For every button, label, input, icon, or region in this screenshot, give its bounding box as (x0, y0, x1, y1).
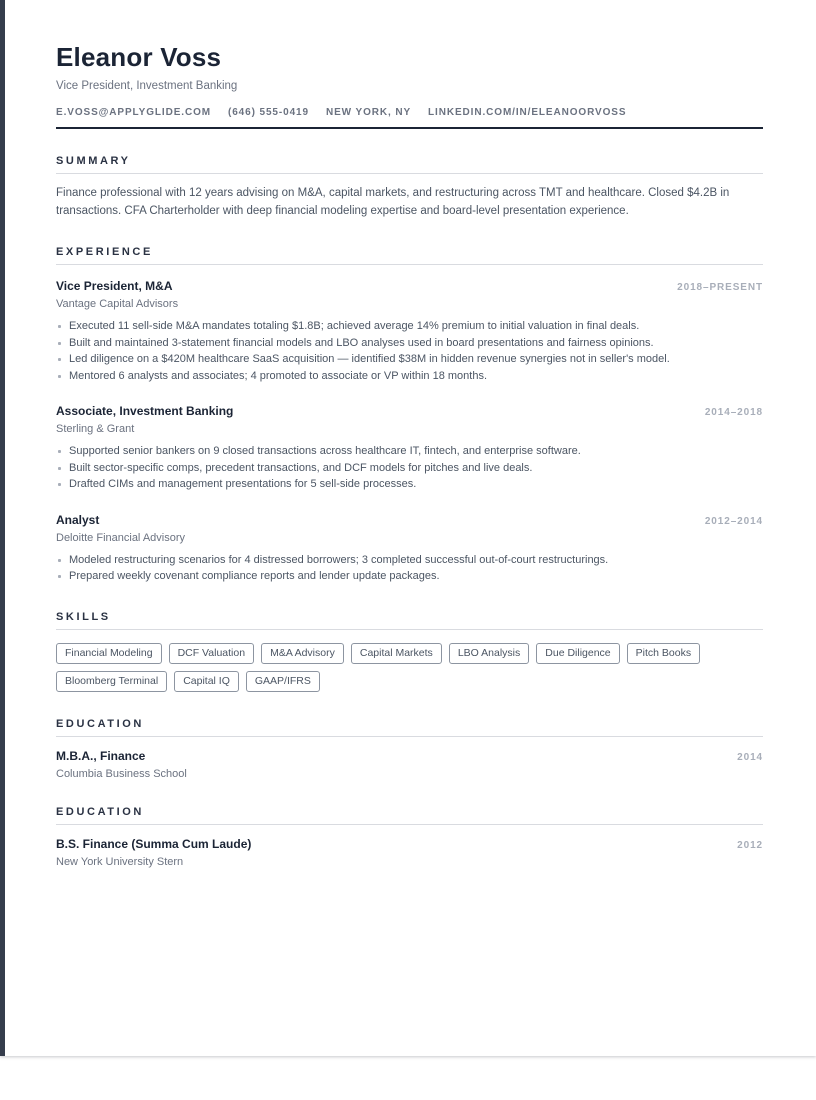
bullet-text: Supported senior bankers on 9 closed transactions across healthcare IT, fintech, and enterprise software. (69, 445, 581, 457)
section-divider (56, 824, 763, 825)
bullet-item (56, 476, 763, 493)
bullet-item (56, 368, 763, 385)
education-head (56, 749, 763, 763)
person-title: Vice President, Investment Banking (56, 80, 238, 92)
section-divider (56, 264, 763, 265)
skill-chip: Capital IQ (174, 671, 239, 692)
bullet-item (56, 335, 763, 352)
contact-item: LINKEDIN.COM/IN/ELEANOORVOSS (428, 107, 627, 118)
header-divider (56, 127, 763, 129)
contact-row (56, 107, 763, 118)
education-head (56, 837, 763, 851)
bullet-item (56, 552, 763, 569)
education-degree: B.S. Finance (Summa Cum Laude) (56, 836, 252, 851)
contact-item: (646) 555-0419 (227, 107, 309, 118)
skill-chip: Pitch Books (627, 643, 700, 664)
education-sections (56, 718, 763, 868)
section-divider (56, 736, 763, 737)
job-bullets (56, 318, 763, 384)
bullet-item (56, 443, 763, 460)
bullet-dot-icon (58, 467, 61, 470)
skill-chip: DCF Valuation (169, 643, 255, 664)
section-experience (56, 246, 763, 585)
bullet-text: Prepared weekly covenant compliance reports and lender update packages. (69, 570, 440, 582)
job-bullets (56, 443, 763, 493)
experience-heading: EXPERIENCE (56, 246, 153, 258)
job-head (56, 279, 763, 293)
education-degree: M.B.A., Finance (56, 748, 146, 763)
education-heading: EDUCATION (56, 717, 144, 730)
job-company: Vantage Capital Advisors (56, 298, 179, 310)
bullet-text: Led diligence on a $420M healthcare SaaS acquisition — identified $38M in hidden revenue synergies not in seller's model. (69, 353, 670, 365)
jobs (56, 279, 763, 585)
summary-text: Finance professional with 12 years advising on M&A, capital markets, and restructuring across TMT and healthcare. Closed $4.2B in transactions. CFA Charterholder with deep financial modeling expertise and board-level presentation experience. (56, 187, 730, 217)
skill-chip: GAAP/IFRS (246, 671, 320, 692)
bullet-dot-icon (58, 483, 61, 486)
bullet-text: Built sector-specific comps, precedent transactions, and DCF models for pitches and live deals. (69, 461, 533, 474)
education-heading: EDUCATION (56, 805, 144, 818)
bullet-item (56, 460, 763, 477)
bullet-text: Mentored 6 analysts and associates; 4 promoted to associate or VP within 18 months. (69, 369, 488, 382)
skill-chips (56, 643, 763, 692)
skill-chip: Capital Markets (351, 643, 442, 664)
job-entry (56, 513, 763, 585)
bullet-dot-icon (58, 559, 61, 562)
job-entry (56, 404, 763, 493)
skill-chip: Bloomberg Terminal (56, 671, 167, 692)
job-entry (56, 279, 763, 384)
job-dates: 2014–2018 (704, 407, 763, 418)
bullet-text: Built and maintained 3-statement financial models and LBO analyses used in board presentations and fairness opinions. (69, 336, 654, 349)
job-title: Associate, Investment Banking (56, 404, 234, 418)
job-company: Deloitte Financial Advisory (56, 531, 186, 544)
education-school: Columbia Business School (56, 767, 187, 780)
section-divider (56, 173, 763, 174)
education-year: 2014 (737, 751, 763, 763)
person-name: Eleanor Voss (56, 42, 222, 72)
skill-chip: Due Diligence (536, 643, 619, 664)
job-head (56, 404, 763, 418)
job-title: Analyst (56, 512, 100, 527)
section-summary (56, 155, 763, 220)
skill-chip: Financial Modeling (56, 643, 162, 664)
contact-item: E.VOSS@APPLYGLIDE.COM (56, 107, 211, 118)
job-title: Vice President, M&A (56, 279, 173, 293)
bullet-item (56, 318, 763, 335)
job-head (56, 513, 763, 527)
section-education (56, 806, 763, 868)
bullet-dot-icon (58, 450, 61, 453)
resume-header (56, 0, 763, 129)
education-year: 2012 (737, 839, 763, 851)
job-dates: 2012–2014 (704, 515, 763, 527)
job-bullets (56, 552, 763, 585)
bullet-item (56, 568, 763, 585)
job-dates: 2018–PRESENT (677, 282, 763, 293)
bullet-dot-icon (58, 375, 61, 378)
bullet-text: Executed 11 sell-side M&A mandates totaling $1.8B; achieved average 14% premium to initial valuation in final deals. (69, 320, 640, 332)
summary-heading: SUMMARY (56, 155, 131, 167)
section-skills (56, 611, 763, 692)
education-school: New York University Stern (56, 855, 184, 868)
section-education (56, 718, 763, 780)
job-company: Sterling & Grant (56, 423, 135, 435)
bullet-dot-icon (58, 342, 61, 345)
skills-heading: SKILLS (56, 610, 111, 623)
bullet-item (56, 351, 763, 368)
skill-chip: M&A Advisory (261, 643, 344, 664)
bullet-text: Modeled restructuring scenarios for 4 distressed borrowers; 3 completed successful out-of-court restructurings. (69, 553, 609, 566)
bullet-text: Drafted CIMs and management presentations for 5 sell-side processes. (69, 478, 417, 490)
bullet-dot-icon (58, 325, 61, 328)
bullet-dot-icon (58, 575, 61, 578)
section-divider (56, 629, 763, 630)
bullet-dot-icon (58, 358, 61, 361)
contact-item: NEW YORK, NY (325, 107, 412, 118)
skill-chip: LBO Analysis (449, 643, 529, 664)
